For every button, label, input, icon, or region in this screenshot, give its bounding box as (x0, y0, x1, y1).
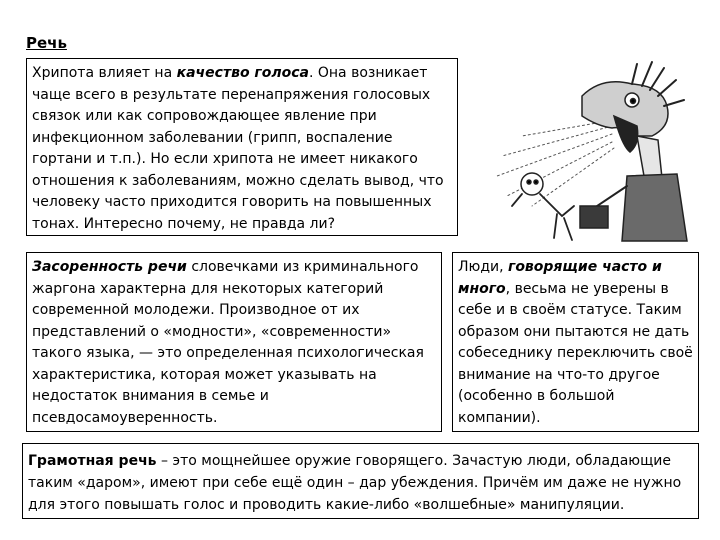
text-block-talkative-people (452, 252, 699, 432)
block1-pre: Хрипота влияет на (32, 65, 177, 81)
text-block-speech-clutter (26, 252, 442, 432)
block3-emphasis: говорящие часто и много (458, 259, 662, 297)
block1-post: . Она возникает чаще всего в результате перенапряжения голосовых связок или как сопровождающее явление при инфекционном заболевании (грипп, воспаление гортани и т.п.). Но если хрипота не имеет никакого отношения к заболеваниям, можно сделать вывод, что человеку часто приходится говорить на повышенных тонах. Интересно почему, не правда ли? (32, 65, 444, 232)
cartoon-shouting-man-illustration (462, 56, 714, 246)
block2-post: словечками из криминального жаргона характерна для некоторых категорий современной молодежи. Производное от их представлений о «модности», «современности» такого языка, — это определенная психологическая характеристика, которая может указывать на недостаток внимания в семье и псевдосамоуверенность. (32, 259, 424, 426)
block4-strong: Грамотная речь (28, 453, 157, 469)
block4-post: – это мощнейшее оружие говорящего. Зачастую люди, обладающие таким «даром», имеют при себе ещё один – дар убеждения. Причём им даже не нужно для этого повышать голос и проводить какие-либо «волшебные» манипуляции. (28, 453, 682, 513)
block3-post: , весьма не уверены в себе и в своём статусе. Таким образом они пытаются не дать собеседнику переключить своё внимание на что-то другое (особенно в большой компании). (458, 280, 693, 426)
block1-emphasis: качество голоса (176, 65, 309, 81)
text-block-literate-speech (22, 443, 699, 519)
text-block-hoarseness (26, 58, 458, 236)
slide-title: Речь (26, 34, 67, 52)
block3-pre: Люди, (458, 259, 508, 275)
block2-emphasis: Засоренность речи (32, 259, 187, 275)
